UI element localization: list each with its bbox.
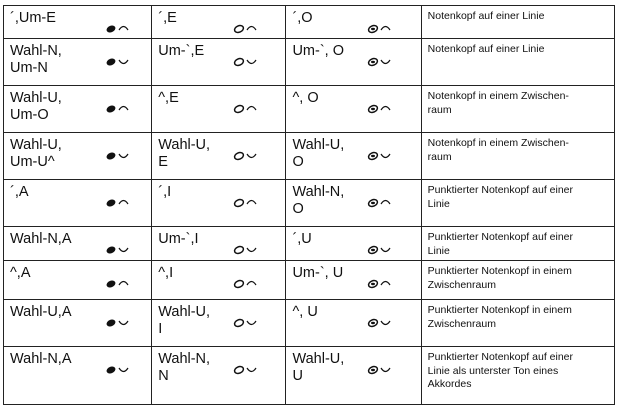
description-cell (421, 39, 614, 86)
code-cell (152, 6, 286, 39)
key-sequence-text: Wahl-U, E (158, 137, 211, 170)
code-cell (286, 347, 421, 405)
notehead-filled-arc-up-icon (102, 20, 136, 36)
description-cell (421, 227, 614, 261)
key-sequence-text: ´,U (292, 231, 312, 247)
table-body (4, 6, 615, 405)
notehead-filled-arc-up-icon (102, 275, 136, 291)
notehead-filled-arc-down-icon (102, 53, 136, 69)
key-sequence-text: ^, O (292, 90, 319, 106)
key-sequence-text: Wahl-N, O (292, 184, 345, 217)
description-text: Punktierter Notenkopf auf einer Linie (427, 184, 574, 210)
key-sequence-text: ´,O (292, 10, 313, 26)
key-sequence-text: ^,E (158, 90, 179, 106)
description-cell (421, 261, 614, 300)
table-row (4, 180, 615, 227)
code-cell (286, 300, 421, 347)
code-cell (152, 180, 286, 227)
notehead-open-arc-down-icon (230, 361, 264, 377)
notehead-filled-arc-down-icon (102, 241, 136, 257)
code-cell (4, 86, 152, 133)
table-row (4, 6, 615, 39)
notehead-open-arc-up-icon (230, 20, 264, 36)
notehead-bar-arc-down-icon (364, 361, 398, 377)
notehead-bar-arc-down-icon (364, 241, 398, 257)
notehead-open-arc-up-icon (230, 100, 264, 116)
key-sequence-text: Um-`,I (158, 231, 199, 247)
code-cell (4, 227, 152, 261)
notehead-bar-arc-up-icon (364, 100, 398, 116)
notehead-filled-arc-up-icon (102, 194, 136, 210)
notehead-bar-arc-down-icon (364, 147, 398, 163)
description-cell (421, 347, 614, 405)
code-cell (152, 261, 286, 300)
notehead-open-arc-down-icon (230, 241, 264, 257)
key-sequence-text: Wahl-N, Um-N (10, 43, 62, 76)
key-sequence-text: Um-`, U (292, 265, 344, 281)
notehead-open-arc-down-icon (230, 53, 264, 69)
key-sequence-text: ´,A (10, 184, 29, 200)
code-cell (286, 39, 421, 86)
key-sequence-text: Um-`,E (158, 43, 205, 59)
code-cell (4, 6, 152, 39)
code-cell (286, 133, 421, 180)
notehead-open-arc-down-icon (230, 314, 264, 330)
code-cell (286, 261, 421, 300)
description-text: Punktierter Notenkopf in einem Zwischenraum (427, 304, 572, 330)
key-sequence-text: Wahl-U, O (292, 137, 345, 170)
notehead-bar-arc-up-icon (364, 275, 398, 291)
code-cell (152, 227, 286, 261)
description-text: Punktierter Notenkopf auf einer Linie als unterster Ton eines Akkordes (427, 351, 574, 390)
description-cell (421, 133, 614, 180)
notehead-bar-arc-up-icon (364, 20, 398, 36)
code-cell (286, 227, 421, 261)
code-cell (152, 300, 286, 347)
key-sequence-text: Wahl-U, U (292, 351, 345, 384)
notehead-open-arc-up-icon (230, 194, 264, 210)
code-cell (286, 86, 421, 133)
description-text: Notenkopf auf einer Linie (427, 10, 545, 22)
table-row (4, 227, 615, 261)
table-row (4, 39, 615, 86)
description-cell (421, 180, 614, 227)
key-sequence-text: Wahl-N, N (158, 351, 211, 384)
notehead-filled-arc-down-icon (102, 361, 136, 377)
code-cell (286, 6, 421, 39)
key-sequence-text: Wahl-N,A (10, 231, 72, 247)
key-sequence-text: Um-`, O (292, 43, 344, 59)
code-cell (4, 180, 152, 227)
notehead-open-arc-down-icon (230, 147, 264, 163)
key-sequence-text: ^, U (292, 304, 318, 320)
code-cell (4, 347, 152, 405)
key-sequence-text: ^,A (10, 265, 31, 281)
description-text: Punktierter Notenkopf auf einer Linie (427, 231, 574, 257)
description-cell (421, 300, 614, 347)
code-cell (286, 180, 421, 227)
code-cell (4, 300, 152, 347)
notehead-bar-arc-down-icon (364, 53, 398, 69)
notehead-filled-arc-down-icon (102, 147, 136, 163)
description-text: Notenkopf in einem Zwischen- raum (427, 137, 569, 163)
notehead-filled-arc-down-icon (102, 314, 136, 330)
notehead-bar-arc-up-icon (364, 194, 398, 210)
notehead-bar-arc-down-icon (364, 314, 398, 330)
table-row (4, 133, 615, 180)
notehead-filled-arc-up-icon (102, 100, 136, 116)
notation-table (3, 5, 615, 405)
key-sequence-text: Wahl-U,A (10, 304, 72, 320)
table-row (4, 261, 615, 300)
key-sequence-text: ´,E (158, 10, 177, 26)
key-sequence-text: Wahl-U, Um-O (10, 90, 62, 123)
code-cell (152, 86, 286, 133)
description-text: Notenkopf in einem Zwischen- raum (427, 90, 569, 116)
code-cell (4, 261, 152, 300)
table-row (4, 300, 615, 347)
description-cell (421, 86, 614, 133)
table-row (4, 86, 615, 133)
key-sequence-text: Wahl-N,A (10, 351, 72, 367)
code-cell (152, 133, 286, 180)
code-cell (4, 133, 152, 180)
description-text: Notenkopf auf einer Linie (427, 43, 545, 55)
code-cell (152, 347, 286, 405)
key-sequence-text: Wahl-U, Um-U^ (10, 137, 62, 170)
key-sequence-text: Wahl-U, I (158, 304, 211, 337)
key-sequence-text: ^,I (158, 265, 174, 281)
description-cell (421, 6, 614, 39)
code-cell (4, 39, 152, 86)
code-cell (152, 39, 286, 86)
description-text: Punktierter Notenkopf in einem Zwischenraum (427, 265, 572, 291)
key-sequence-text: ´,I (158, 184, 172, 200)
key-sequence-text: ´,Um-E (10, 10, 56, 26)
notehead-open-arc-up-icon (230, 275, 264, 291)
table-row (4, 347, 615, 405)
